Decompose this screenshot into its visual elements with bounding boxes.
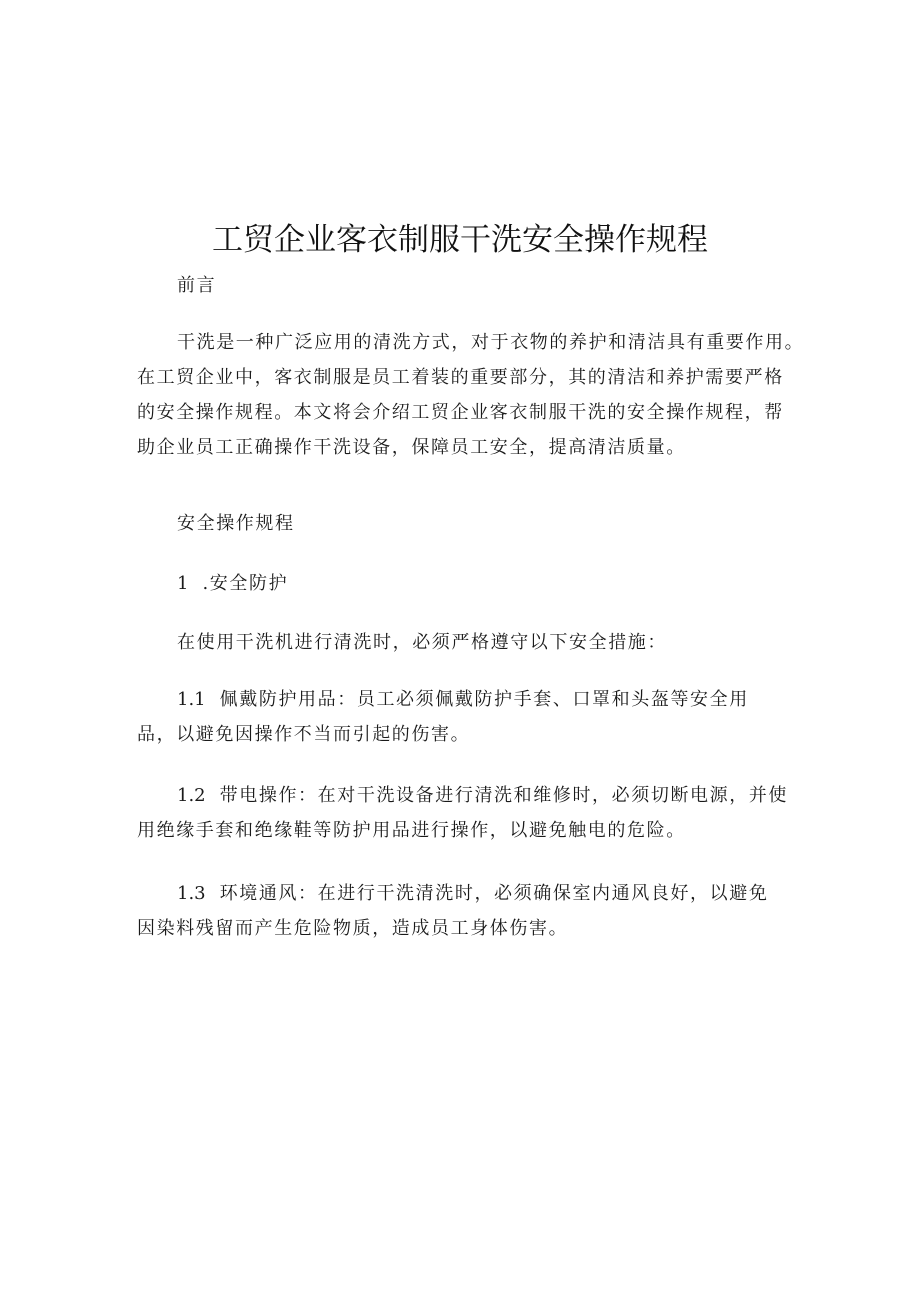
- list-item-number: 1.3: [177, 883, 206, 904]
- intro-line: 在工贸企业中，客衣制服是员工着装的重要部分，其的清洁和养护需要严格: [137, 367, 784, 388]
- section-heading: 安全操作规程: [177, 513, 295, 534]
- subsection-heading-block: [137, 566, 797, 601]
- preface-heading-block: [137, 268, 797, 303]
- list-item-text: 佩戴防护用品：员工必须佩戴防护手套、口罩和头盔等安全用: [219, 689, 749, 710]
- subsection-heading: [137, 566, 797, 601]
- subsection-label: .安全防护: [202, 573, 289, 594]
- section-heading-block: [137, 506, 797, 541]
- list-item-first-line: [137, 682, 797, 717]
- list-item: [137, 778, 797, 848]
- document-title: 工贸企业客衣制服干洗安全操作规程: [212, 222, 708, 258]
- list-item-second-line: 因染料残留而产生危险物质，造成员工身体伤害。: [137, 918, 569, 939]
- list-item-text: 环境通风：在进行干洗清洗时，必须确保室内通风良好，以避免: [219, 883, 769, 904]
- list-item-first-line: [137, 876, 797, 911]
- list-item-number: 1.1: [177, 689, 206, 710]
- list-item-first-line: [137, 778, 797, 813]
- preface-heading: 前言: [177, 275, 217, 296]
- list-item-number: 1.2: [177, 785, 206, 806]
- list-item: [137, 876, 797, 946]
- subsection-number: 1: [177, 573, 189, 594]
- intro-line: 的安全操作规程。本文将会介绍工贸企业客衣制服干洗的安全操作规程，帮: [137, 402, 784, 423]
- list-item-text: 带电操作：在对干洗设备进行清洗和维修时，必须切断电源，并使: [219, 785, 789, 806]
- list-item: [137, 682, 797, 752]
- intro-line: 助企业员工正确操作干洗设备，保障员工安全，提高清洁质量。: [137, 437, 686, 458]
- requirement-intro-block: [137, 625, 797, 660]
- list-item-second-line: 用绝缘手套和绝缘鞋等防护用品进行操作，以避免触电的危险。: [137, 820, 686, 841]
- requirement-intro: 在使用干洗机进行清洗时，必须严格遵守以下安全措施：: [177, 632, 667, 653]
- intro-paragraph: [137, 325, 805, 465]
- list-item-second-line: 品，以避免因操作不当而引起的伤害。: [137, 724, 471, 745]
- intro-line: 干洗是一种广泛应用的清洗方式，对于衣物的养护和清洁具有重要作用。: [177, 332, 805, 353]
